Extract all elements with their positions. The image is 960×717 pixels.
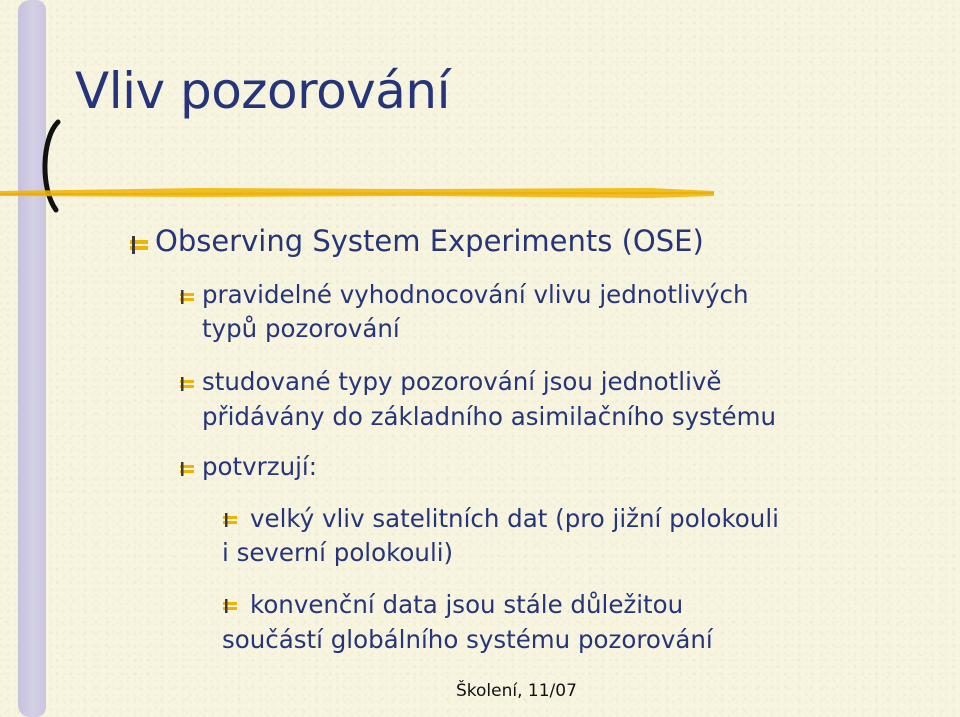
bullet-text-line: typů pozorování xyxy=(202,314,400,343)
bullet-text-line: i severní polokouli) xyxy=(222,538,454,567)
bullet-text-line: pravidelné vyhodnocování vlivu jednotlivých xyxy=(202,280,749,309)
bar-bullet-icon xyxy=(128,234,150,256)
bullet-text-line: konvenční data jsou stále důležitou xyxy=(250,590,684,619)
bullet-text-ose: Observing System Experiments (OSE) xyxy=(155,224,704,258)
bullet-text-line: potvrzují: xyxy=(202,452,317,481)
bullet-text-line: studované typy pozorování jsou jednotlivě xyxy=(202,367,722,396)
bar-bullet-icon xyxy=(222,512,238,528)
bar-bullet-icon xyxy=(178,288,196,306)
slide-footer: Školení, 11/07 xyxy=(456,681,577,701)
bullet-text-line: součástí globálního systému pozorování xyxy=(222,625,713,654)
bar-bullet-icon xyxy=(222,598,238,614)
slide-title: Vliv pozorování xyxy=(75,62,450,120)
bullet-text-line: velký vliv satelitních dat (pro jižní polokouli xyxy=(250,504,779,533)
bar-bullet-icon xyxy=(178,375,196,393)
bullet-text-line: přidávány do základního asimilačního systému xyxy=(202,402,777,431)
bar-bullet-icon xyxy=(178,460,196,478)
